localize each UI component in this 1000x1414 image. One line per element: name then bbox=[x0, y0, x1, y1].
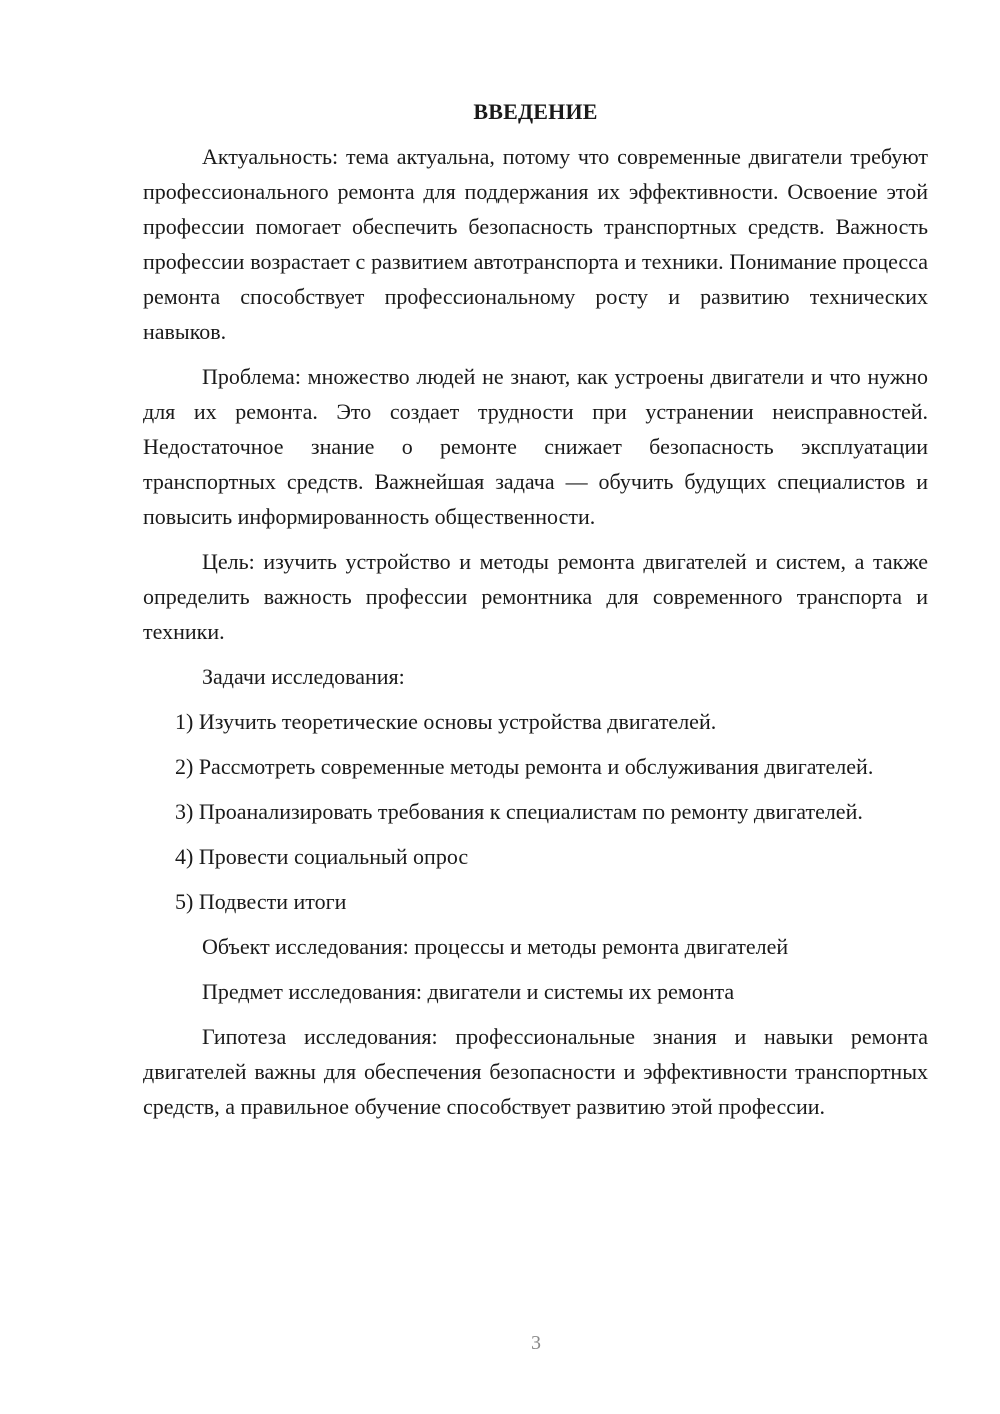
task-item-2: 2) Рассмотреть современные методы ремонта и обслуживания двигателей. bbox=[175, 754, 874, 779]
tasks-list bbox=[143, 704, 928, 919]
document-body bbox=[143, 96, 928, 1124]
task-item-5: 5) Подвести итоги bbox=[175, 889, 347, 914]
goal-paragraph: Цель: изучить устройство и методы ремонта двигателей и систем, а также определить важность профессии ремонтника для современного транспорта и техники. bbox=[143, 549, 928, 644]
problem-paragraph: Проблема: множество людей не знают, как устроены двигатели и что нужно для их ремонта. Это создает трудности при устранении неисправностей. Недостаточное знание о ремонте снижает безопасность эксплуатации транспортных средств. Важнейшая задача — обучить будущих специалистов и повысить информированность общественности. bbox=[143, 364, 928, 529]
task-item-3: 3) Проанализировать требования к специалистам по ремонту двигателей. bbox=[175, 799, 863, 824]
research-object: Объект исследования: процессы и методы ремонта двигателей bbox=[202, 934, 789, 959]
page-title: ВВЕДЕНИЕ bbox=[473, 99, 598, 124]
tasks-heading: Задачи исследования: bbox=[202, 664, 405, 689]
hypothesis-paragraph: Гипотеза исследования: профессиональные знания и навыки ремонта двигателей важны для обеспечения безопасности и эффективности транспортных средств, а правильное обучение способствует развитию этой профессии. bbox=[143, 1024, 928, 1119]
task-item-1: 1) Изучить теоретические основы устройства двигателей. bbox=[175, 709, 717, 734]
task-item-4: 4) Провести социальный опрос bbox=[175, 844, 469, 869]
page-number: 3 bbox=[531, 1332, 541, 1354]
research-subject: Предмет исследования: двигатели и системы их ремонта bbox=[202, 979, 735, 1004]
relevance-paragraph: Актуальность: тема актуальна, потому что современные двигатели требуют профессионального ремонта для поддержания их эффективности. Освоение этой профессии помогает обеспечить безопасность транспортных средств. Важность профессии возрастает с развитием автотранспорта и техники. Понимание процесса ремонта способствует профессиональному росту и развитию технических навыков. bbox=[143, 144, 928, 344]
